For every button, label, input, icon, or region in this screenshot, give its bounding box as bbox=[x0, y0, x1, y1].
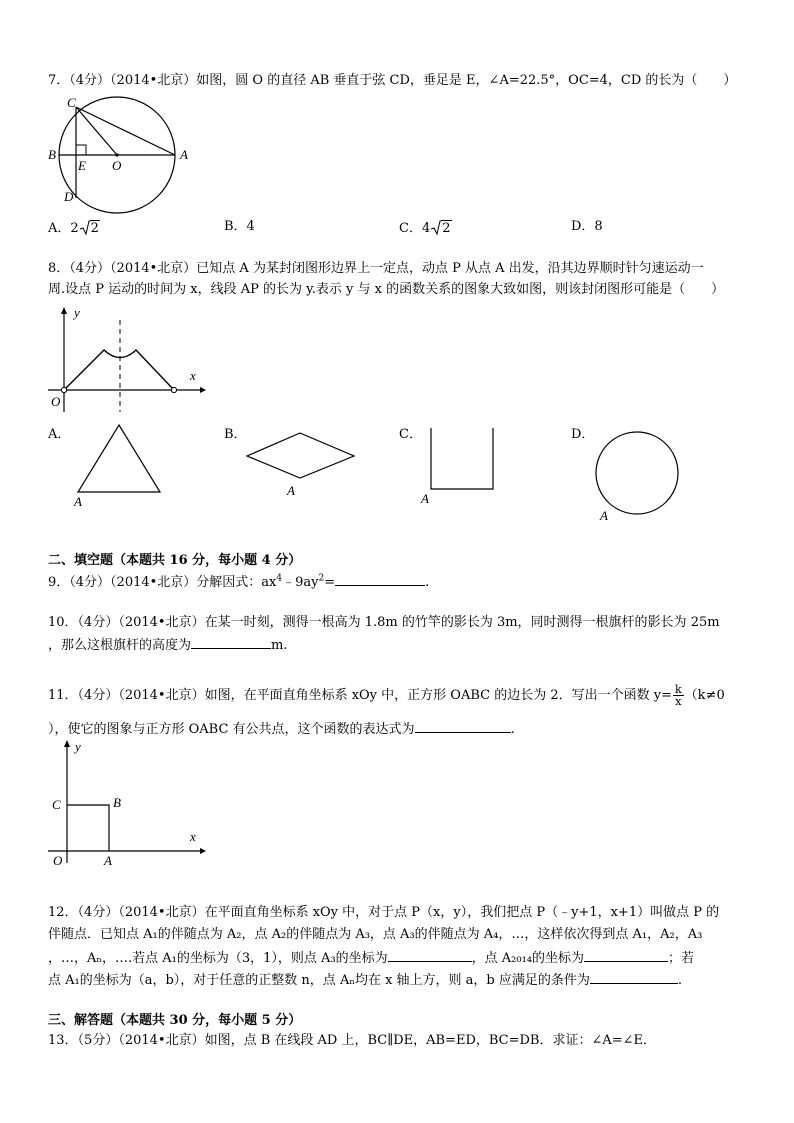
square-oabc bbox=[67, 805, 109, 851]
q8-option-d[interactable]: D． bbox=[571, 427, 595, 442]
label-y: y bbox=[74, 305, 80, 320]
q11-square-graph bbox=[40, 735, 210, 868]
q8-option-a[interactable]: A． bbox=[48, 427, 71, 442]
label-c: C bbox=[67, 95, 76, 110]
q7-option-b[interactable]: B．4 bbox=[224, 219, 255, 234]
q12-answer-blank-2[interactable] bbox=[584, 950, 668, 962]
right-angle-mark bbox=[76, 145, 86, 155]
label-a: A bbox=[180, 147, 188, 162]
segment-oc bbox=[76, 107, 117, 155]
q13-stem: 13．（5分）（2014•北京）如图，点 B 在线段 AD 上，BC∥DE，AB=ED，BC=DB．求证：∠A=∠E． bbox=[48, 1033, 657, 1048]
label-b: B bbox=[48, 147, 56, 162]
q12-answer-blank-1[interactable] bbox=[388, 950, 472, 962]
label-x: x bbox=[190, 368, 196, 383]
q8-stem-line1: 8．（4分）（2014•北京）已知点 A 为某封闭图形边界上一定点，动点 P 从点 A 出发，沿其边界顺时针匀速运动一 bbox=[48, 261, 704, 276]
label-y: y bbox=[75, 739, 81, 754]
graph-curve bbox=[64, 350, 174, 390]
label-x: x bbox=[190, 829, 196, 844]
q11-line2: ），使它的图象与正方形 OABC 有公共点，这个函数的表达式为 . bbox=[48, 722, 515, 737]
q12-line4: 点 A₁的坐标为（a，b），对于任意的正整数 n，点 Aₙ均在 x 轴上方，则 a，b 应满足的条件为 . bbox=[48, 973, 683, 988]
q12-line3: ，…，Aₙ，….若点 A₁的坐标为（3，1），则点 A₃的坐标为 ，点 A₂₀₁₄的坐标为 ；若 bbox=[48, 951, 695, 966]
q8-circle-shape bbox=[590, 430, 690, 525]
label-a: A bbox=[104, 853, 112, 868]
q7-stem: 7．（4分）（2014•北京）如图，圆 O 的直径 AB 垂直于弦 CD，垂足是 E，∠A=22.5°，OC=4，CD 的长为（ ） bbox=[48, 73, 737, 88]
q8-rhombus-shape bbox=[240, 428, 370, 498]
q7-circle-figure bbox=[40, 90, 200, 210]
q8-triangle-shape bbox=[70, 420, 170, 510]
q8-option-b[interactable]: B． bbox=[224, 427, 247, 442]
label-b: B bbox=[113, 795, 121, 810]
rhombus-point-a: A bbox=[287, 483, 295, 498]
label-o: O bbox=[51, 394, 61, 409]
label-e: E bbox=[78, 158, 86, 173]
q8-option-c[interactable]: C． bbox=[399, 427, 422, 442]
q10-line1: 10．（4分）（2014•北京）在某一时刻，测得一根高为 1.8m 的竹竿的影长为 3m，同时测得一根旗杆的影长为 25m bbox=[48, 615, 720, 630]
q10-answer-blank[interactable] bbox=[191, 637, 271, 649]
q8-stem-line2: 周.设点 P 运动的时间为 x，线段 AP 的长为 y.表示 y 与 x 的函数关系的图象大致如图，则该封闭图形可能是（ ） bbox=[48, 282, 725, 297]
q7-option-d[interactable]: D．8 bbox=[571, 219, 603, 234]
q11-answer-blank[interactable] bbox=[415, 721, 511, 733]
q12-line1: 12．（4分）（2014•北京）在平面直角坐标系 xOy 中，对于点 P（x，y），我们把点 P（﹣y+1，x+1）叫做点 P 的 bbox=[48, 905, 720, 920]
q8-function-graph bbox=[40, 300, 210, 420]
q10-line2: ，那么这根旗杆的高度为 m. bbox=[48, 638, 288, 653]
section-3-heading: 三、解答题（本题共 30 分，每小题 5 分） bbox=[48, 1013, 302, 1028]
label-c: C bbox=[52, 797, 61, 812]
q12-answer-blank-3[interactable] bbox=[590, 972, 678, 984]
section-2-heading: 二、填空题（本题共 16 分，每小题 4 分） bbox=[48, 553, 302, 568]
label-o: O bbox=[53, 853, 63, 868]
q7-option-c[interactable]: C．4 2 bbox=[399, 221, 451, 236]
label-d: D bbox=[64, 189, 74, 204]
triangle-point-a: A bbox=[74, 494, 82, 509]
circle-point-a: A bbox=[600, 508, 608, 523]
q12-line2: 伴随点．已知点 A₁的伴随点为 A₂，点 A₂的伴随点为 A₃，点 A₃的伴随点为 A₄，…，这样依次得到点 A₁，A₂，A₃ bbox=[48, 927, 703, 942]
q8-square-shape bbox=[415, 426, 505, 506]
segment-ac bbox=[76, 107, 175, 155]
q9-answer-blank[interactable] bbox=[335, 574, 425, 586]
q7-option-a[interactable]: A．2 2 bbox=[48, 221, 99, 236]
q9-stem: 9．（4分）（2014•北京）分解因式：$ax^4﹣9ay^2=$ . bbox=[48, 573, 430, 590]
q11-line1: 11．（4分）（2014•北京）如图，在平面直角坐标系 xOy 中，正方形 OABC 的边长为 2．写出一个函数 y= $\frac{k}{x}$ （k≠0 bbox=[48, 683, 725, 708]
k-over-x-fraction: $\frac{k}{x}$ bbox=[675, 683, 682, 708]
square-point-a: A bbox=[421, 491, 429, 506]
label-o: O bbox=[112, 158, 122, 173]
